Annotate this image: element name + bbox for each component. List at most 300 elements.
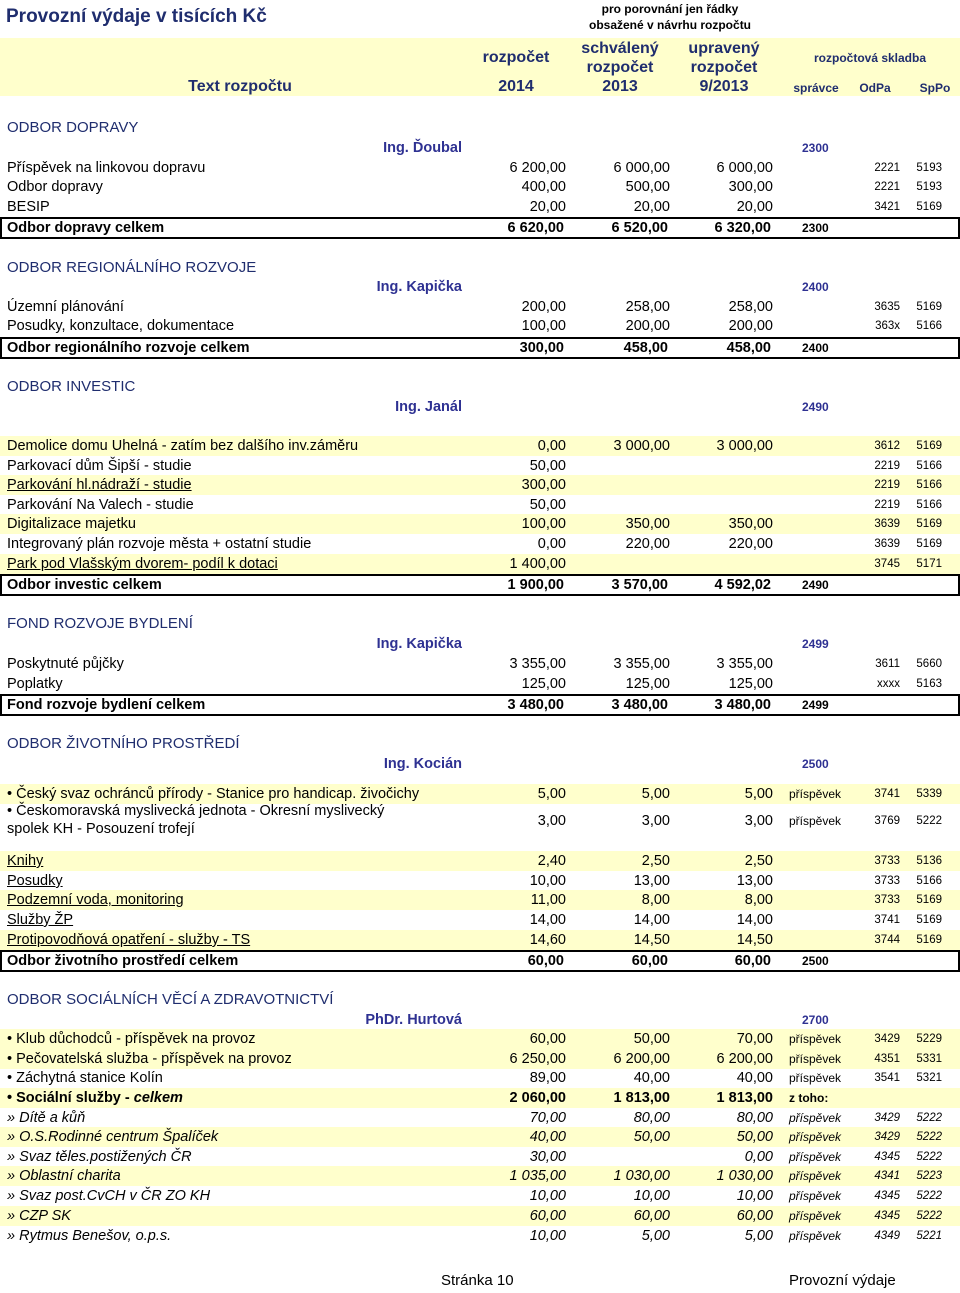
table-row <box>0 802 960 842</box>
odpa-code: 3611 <box>875 658 900 670</box>
table-row <box>0 456 960 476</box>
value-adjusted-2013: 300,00 <box>728 179 773 195</box>
admin-value: příspěvek <box>789 1209 842 1223</box>
row-label <box>7 177 103 197</box>
value-adjusted-2013: 60,00 <box>736 1208 773 1224</box>
value-budget-2014: 200,00 <box>521 299 566 315</box>
row-label <box>7 197 50 217</box>
table-row <box>0 1186 960 1206</box>
total-row <box>0 950 960 972</box>
row-label <box>7 456 192 476</box>
section-title <box>0 258 960 278</box>
total-budget-2014: 6 620,00 <box>507 220 564 236</box>
row-label <box>7 514 136 534</box>
value-budget-2014: 2,40 <box>537 853 566 869</box>
row-label <box>7 1049 292 1069</box>
table-row <box>0 1226 960 1246</box>
table-row <box>0 177 960 197</box>
value-budget-2014: 5,00 <box>537 786 566 802</box>
section-title <box>0 990 960 1010</box>
odpa-code: 4345 <box>874 1190 900 1202</box>
row-label-text: Integrovaný plán rozvoje města + ostatní studie <box>7 536 312 552</box>
section-title <box>0 118 960 138</box>
row-label <box>7 1186 210 1206</box>
total-approved-2013: 458,00 <box>623 340 668 356</box>
row-label <box>7 158 205 178</box>
footer-page: Stránka 10 <box>441 1272 514 1289</box>
compare-note-line1: pro porovnání jen řádky <box>601 2 739 16</box>
value-approved-2013: 14,50 <box>633 932 670 948</box>
value-budget-2014: 10,00 <box>529 873 566 889</box>
odpa-code: 4341 <box>874 1170 900 1182</box>
value-budget-2014: 10,00 <box>529 1228 566 1244</box>
sppo-code: 5169 <box>916 301 942 313</box>
value-budget-2014: 10,00 <box>529 1188 566 1204</box>
total-adjusted-2013: 6 320,00 <box>714 220 771 236</box>
value-adjusted-2013: 14,50 <box>736 932 773 948</box>
admin-value: příspěvek <box>789 1189 842 1203</box>
value-budget-2014: 300,00 <box>521 477 566 493</box>
value-approved-2013: 350,00 <box>625 516 670 532</box>
col-approved-header-2: rozpočet <box>586 59 654 76</box>
row-label-text: Dítě a kůň <box>19 1110 86 1126</box>
row-label <box>7 534 311 554</box>
value-approved-2013: 5,00 <box>641 1228 670 1244</box>
odpa-code: 2219 <box>874 499 900 511</box>
admin-value: příspěvek <box>789 1130 842 1144</box>
table-row <box>0 158 960 178</box>
odpa-code: 2219 <box>874 479 900 491</box>
value-approved-2013: 1 813,00 <box>613 1090 670 1106</box>
admin-value: příspěvek <box>789 1032 842 1046</box>
row-label-text: Podzemní voda, monitoring <box>7 892 184 908</box>
total-approved-2013: 3 480,00 <box>611 697 668 713</box>
value-approved-2013: 3 355,00 <box>613 656 670 672</box>
odpa-code: 3733 <box>874 894 900 906</box>
value-approved-2013: 8,00 <box>641 892 670 908</box>
value-budget-2014: 6 200,00 <box>509 160 566 176</box>
value-adjusted-2013: 1 030,00 <box>716 1168 773 1184</box>
sppo-code: 5169 <box>916 914 942 926</box>
sppo-code: 5331 <box>916 1053 942 1065</box>
admin-code: 2700 <box>802 1013 829 1027</box>
table-row <box>0 930 960 950</box>
value-approved-2013: 125,00 <box>625 676 670 692</box>
odpa-code: 3639 <box>874 518 900 530</box>
value-budget-2014: 40,00 <box>529 1129 566 1145</box>
admin-value: příspěvek <box>789 1150 842 1164</box>
total-label: Fond rozvoje bydlení celkem <box>7 697 206 713</box>
table-row <box>0 297 960 317</box>
manager-name: PhDr. Hurtová <box>365 1012 462 1028</box>
row-label-italic: celkem <box>133 1090 183 1106</box>
table-row <box>0 1088 960 1108</box>
sppo-code: 5222 <box>916 1151 942 1163</box>
admin-value: příspěvek <box>789 1111 842 1125</box>
table-row <box>0 1127 960 1147</box>
row-label <box>7 784 419 804</box>
section-title <box>0 614 960 634</box>
section-title-text: FOND ROZVOJE BYDLENÍ <box>7 615 193 632</box>
table-row <box>0 495 960 515</box>
sppo-code: 5321 <box>916 1072 942 1084</box>
row-label-text: Knihy <box>7 853 44 869</box>
value-adjusted-2013: 200,00 <box>728 318 773 334</box>
table-row <box>0 436 960 456</box>
sppo-code: 5169 <box>916 518 942 530</box>
value-adjusted-2013: 13,00 <box>736 873 773 889</box>
value-v2: 3,00 <box>641 813 670 829</box>
row-label <box>7 1088 183 1108</box>
row-label <box>7 930 250 950</box>
odpa-code: 3744 <box>874 934 900 946</box>
odpa-code: 3769 <box>874 815 900 827</box>
value-budget-2014: 1 400,00 <box>509 556 566 572</box>
sppo-code: 5660 <box>916 658 942 670</box>
row-label-text: Sociální služby - <box>16 1090 134 1106</box>
total-adjusted-2013: 3 480,00 <box>714 697 771 713</box>
sppo-code: 5193 <box>916 162 942 174</box>
manager-row <box>0 277 960 297</box>
table-row <box>0 534 960 554</box>
col-adjusted-header-2: rozpočet <box>690 59 758 76</box>
admin-value: příspěvek <box>789 1229 842 1243</box>
row-label-text: Protipovodňová opatření - služby - TS <box>7 932 251 948</box>
value-budget-2014: 0,00 <box>537 438 566 454</box>
total-admin-code: 2500 <box>802 954 829 968</box>
value-adjusted-2013: 70,00 <box>736 1031 773 1047</box>
manager-name: Ing. Kocián <box>383 756 462 772</box>
value-approved-2013: 60,00 <box>633 1208 670 1224</box>
odpa-code: 2221 <box>874 162 900 174</box>
table-row <box>0 890 960 910</box>
odpa-code: 3421 <box>874 201 900 213</box>
total-budget-2014: 60,00 <box>527 953 564 969</box>
table-row <box>0 871 960 891</box>
table-row <box>0 1206 960 1226</box>
table-row <box>0 1029 960 1049</box>
value-budget-2014: 14,60 <box>529 932 566 948</box>
value-budget-2014: 400,00 <box>521 179 566 195</box>
table-row <box>0 1166 960 1186</box>
row-label-text: Český svaz ochránců přírody - Stanice pro handicap. živočichy <box>16 786 420 802</box>
total-approved-2013: 60,00 <box>631 953 668 969</box>
col-sppo-header: SpPo <box>919 81 951 95</box>
total-adjusted-2013: 60,00 <box>734 953 771 969</box>
value-approved-2013: 500,00 <box>625 179 670 195</box>
col-odpa-header: OdPa <box>859 81 891 95</box>
table-row <box>0 475 960 495</box>
value-adjusted-2013: 80,00 <box>736 1110 773 1126</box>
sppo-code: 5222 <box>916 1131 942 1143</box>
sppo-code: 5223 <box>916 1170 942 1182</box>
total-row <box>0 337 960 359</box>
value-v1: 3,00 <box>537 813 566 829</box>
sppo-code: 5169 <box>916 538 942 550</box>
admin-value: příspěvek <box>789 814 842 828</box>
table-row <box>0 554 960 574</box>
value-budget-2014: 14,00 <box>529 912 566 928</box>
table-row <box>0 514 960 534</box>
value-adjusted-2013: 8,00 <box>744 892 773 908</box>
value-adjusted-2013: 220,00 <box>728 536 773 552</box>
sppo-code: 5339 <box>916 788 942 800</box>
row-label <box>7 495 194 515</box>
value-approved-2013: 258,00 <box>625 299 670 315</box>
row-label-text: Poskytnuté půjčky <box>7 656 124 672</box>
row-label-text: Park pod Vlašským dvorem- podíl k dotaci <box>7 556 278 572</box>
manager-name: Ing. Kapička <box>376 636 462 652</box>
row-label <box>7 1147 192 1167</box>
manager-row <box>0 138 960 158</box>
value-budget-2014: 6 250,00 <box>509 1051 566 1067</box>
odpa-code: 4345 <box>874 1210 900 1222</box>
row-label-text: Parkování Na Valech - studie <box>7 497 194 513</box>
table-row <box>0 1108 960 1128</box>
row-label-text: Pečovatelská služba - příspěvek na provoz <box>16 1051 292 1067</box>
sppo-code: 5166 <box>916 320 942 332</box>
sppo-code: 5193 <box>916 181 942 193</box>
value-adjusted-2013: 258,00 <box>728 299 773 315</box>
row-label-line2: spolek KH - Posouzení trofejí <box>7 821 195 837</box>
value-budget-2014: 100,00 <box>521 516 566 532</box>
value-approved-2013: 80,00 <box>633 1110 670 1126</box>
row-label <box>7 871 63 891</box>
value-budget-2014: 2 060,00 <box>509 1090 566 1106</box>
value-adjusted-2013: 125,00 <box>728 676 773 692</box>
value-adjusted-2013: 5,00 <box>744 786 773 802</box>
col-adjusted-header-1: upravený <box>688 40 760 57</box>
total-approved-2013: 3 570,00 <box>611 577 668 593</box>
row-label-text: Záchytná stanice Kolín <box>16 1070 163 1086</box>
total-row <box>0 217 960 239</box>
value-budget-2014: 125,00 <box>521 676 566 692</box>
value-approved-2013: 3 000,00 <box>613 438 670 454</box>
sppo-code: 5221 <box>916 1230 942 1242</box>
table-row <box>0 654 960 674</box>
row-label <box>7 1206 71 1226</box>
total-budget-2014: 300,00 <box>519 340 564 356</box>
value-approved-2013: 50,00 <box>633 1031 670 1047</box>
row-label <box>7 890 184 910</box>
section-title-text: ODBOR REGIONÁLNÍHO ROZVOJE <box>7 259 257 276</box>
value-adjusted-2013: 350,00 <box>728 516 773 532</box>
col-adjusted-header-3: 9/2013 <box>699 78 749 95</box>
odpa-code: 3733 <box>874 855 900 867</box>
value-budget-2014: 11,00 <box>530 892 566 908</box>
total-label: Odbor regionálního rozvoje celkem <box>7 340 250 356</box>
value-adjusted-2013: 10,00 <box>736 1188 773 1204</box>
section-title-text: ODBOR DOPRAVY <box>7 119 139 136</box>
sppo-code: 5136 <box>916 855 942 867</box>
section-title-text: ODBOR ŽIVOTNÍHO PROSTŘEDÍ <box>7 735 240 752</box>
sppo-code: 5169 <box>916 934 942 946</box>
odpa-code: 3741 <box>874 788 900 800</box>
value-budget-2014: 0,00 <box>537 536 566 552</box>
sppo-code: 5171 <box>916 558 942 570</box>
manager-row <box>0 754 960 774</box>
value-budget-2014: 1 035,00 <box>509 1168 566 1184</box>
table-row <box>0 1147 960 1167</box>
odpa-code: 3733 <box>874 875 900 887</box>
row-label-text: Českomoravská myslivecká jednota - Okresní myslivecký <box>16 803 385 819</box>
odpa-code: 3635 <box>874 301 900 313</box>
value-budget-2014: 60,00 <box>529 1031 566 1047</box>
row-label-text: BESIP <box>7 199 50 215</box>
sppo-code: 5166 <box>916 460 942 472</box>
admin-code: 2500 <box>802 757 829 771</box>
value-budget-2014: 60,00 <box>529 1208 566 1224</box>
page-title: Provozní výdaje v tisících Kč <box>6 6 267 27</box>
value-adjusted-2013: 50,00 <box>736 1129 773 1145</box>
value-adjusted-2013: 20,00 <box>736 199 773 215</box>
row-label-text: Posudky, konzultace, dokumentace <box>7 318 235 334</box>
value-budget-2014: 3 355,00 <box>509 656 566 672</box>
table-row <box>0 910 960 930</box>
section-title-text: ODBOR SOCIÁLNÍCH VĚCÍ A ZDRAVOTNICTVÍ <box>7 991 334 1008</box>
row-label <box>7 1068 163 1088</box>
value-approved-2013: 5,00 <box>641 786 670 802</box>
table-row <box>0 851 960 871</box>
total-row <box>0 574 960 596</box>
total-approved-2013: 6 520,00 <box>611 220 668 236</box>
col-structure-header: rozpočtová skladba <box>813 51 927 65</box>
row-label-text: CZP SK <box>19 1208 71 1224</box>
admin-value: příspěvek <box>789 1169 842 1183</box>
manager-row <box>0 1010 960 1030</box>
manager-row <box>0 397 960 417</box>
value-adjusted-2013: 3 355,00 <box>716 656 773 672</box>
value-adjusted-2013: 40,00 <box>736 1070 773 1086</box>
odpa-code: 2219 <box>874 460 900 472</box>
admin-code: 2499 <box>802 637 829 651</box>
admin-value: příspěvek <box>789 1052 842 1066</box>
odpa-code: 4351 <box>874 1053 900 1065</box>
odpa-code: 3612 <box>874 440 900 452</box>
table-row <box>0 1068 960 1088</box>
value-adjusted-2013: 1 813,00 <box>716 1090 773 1106</box>
manager-row <box>0 634 960 654</box>
value-approved-2013: 2,50 <box>641 853 670 869</box>
odpa-code: 3429 <box>874 1033 900 1045</box>
row-label-text: Poplatky <box>7 676 63 692</box>
value-budget-2014: 70,00 <box>529 1110 566 1126</box>
sppo-code: 5166 <box>916 875 942 887</box>
value-budget-2014: 20,00 <box>529 199 566 215</box>
sppo-code: 5169 <box>916 894 942 906</box>
admin-value: z toho: <box>789 1091 829 1105</box>
sppo-code: 5222 <box>916 1190 942 1202</box>
admin-code: 2300 <box>802 141 829 155</box>
sppo-code: 5222 <box>916 1210 942 1222</box>
value-adjusted-2013: 3 000,00 <box>716 438 773 454</box>
sppo-code: 5169 <box>916 201 942 213</box>
total-admin-code: 2499 <box>802 698 829 712</box>
value-approved-2013: 200,00 <box>625 318 670 334</box>
table-row <box>0 197 960 217</box>
value-approved-2013: 20,00 <box>633 199 670 215</box>
row-label-text: Posudky <box>7 873 63 889</box>
odpa-code: 3429 <box>874 1112 900 1124</box>
table-row <box>0 674 960 694</box>
odpa-code: 2221 <box>874 181 900 193</box>
col-text-header: Text rozpočtu <box>188 78 292 95</box>
admin-code: 2400 <box>802 280 829 294</box>
odpa-code: 4349 <box>874 1230 900 1242</box>
section-title <box>0 377 960 397</box>
table-row <box>0 784 960 804</box>
odpa-code: 3429 <box>874 1131 900 1143</box>
total-admin-code: 2490 <box>802 578 829 592</box>
col-approved-header-1: schválený <box>581 40 659 57</box>
value-budget-2014: 89,00 <box>529 1070 566 1086</box>
value-approved-2013: 1 030,00 <box>613 1168 670 1184</box>
value-approved-2013: 220,00 <box>625 536 670 552</box>
total-budget-2014: 3 480,00 <box>507 697 564 713</box>
row-label <box>7 1108 85 1128</box>
manager-name: Ing. Janál <box>395 399 462 415</box>
row-label-text: Klub důchodců - příspěvek na provoz <box>16 1031 256 1047</box>
admin-code: 2490 <box>802 400 829 414</box>
compare-note-line2: obsažené v návrhu rozpočtu <box>588 18 752 32</box>
admin-value: příspěvek <box>789 1071 842 1085</box>
row-label-text: O.S.Rodinné centrum Špalíček <box>19 1129 219 1145</box>
row-label-text: Služby ŽP <box>7 912 74 928</box>
value-approved-2013: 10,00 <box>633 1188 670 1204</box>
row-label-text: Digitalizace majetku <box>7 516 136 532</box>
odpa-code: 4345 <box>874 1151 900 1163</box>
manager-name: Ing. Ďoubal <box>383 140 462 156</box>
value-budget-2014: 50,00 <box>529 497 566 513</box>
section-title <box>0 734 960 754</box>
row-label <box>7 1127 218 1147</box>
value-approved-2013: 14,00 <box>633 912 670 928</box>
row-label-text: Demolice domu Uhelná - zatím bez dalšího inv.záměru <box>7 438 359 454</box>
row-label <box>7 851 43 871</box>
row-label <box>7 436 358 456</box>
manager-name: Ing. Kapička <box>376 279 462 295</box>
row-label <box>7 802 384 838</box>
total-budget-2014: 1 900,00 <box>507 577 564 593</box>
value-approved-2013: 6 200,00 <box>613 1051 670 1067</box>
value-v3: 3,00 <box>744 813 773 829</box>
value-approved-2013: 50,00 <box>633 1129 670 1145</box>
footer-name: Provozní výdaje <box>789 1272 896 1289</box>
row-label-text: Odbor dopravy <box>7 179 103 195</box>
row-label <box>7 1226 171 1246</box>
sppo-code: 5166 <box>916 479 942 491</box>
odpa-code: 363x <box>875 320 900 332</box>
sppo-code: 5163 <box>916 678 942 690</box>
total-adjusted-2013: 4 592,02 <box>714 577 771 593</box>
row-label <box>7 910 73 930</box>
sppo-code: 5222 <box>916 815 942 827</box>
odpa-code: 3541 <box>874 1072 900 1084</box>
col-approved-header-3: 2013 <box>602 78 638 95</box>
value-adjusted-2013: 6 200,00 <box>716 1051 773 1067</box>
row-label <box>7 654 124 674</box>
total-admin-code: 2300 <box>802 221 829 235</box>
row-label-text: Parkování hl.nádraží - studie <box>7 477 192 493</box>
row-label <box>7 475 192 495</box>
total-label: Odbor investic celkem <box>7 577 162 593</box>
value-approved-2013: 40,00 <box>633 1070 670 1086</box>
sppo-code: 5229 <box>916 1033 942 1045</box>
value-adjusted-2013: 2,50 <box>744 853 773 869</box>
row-label-text: Svaz těles.postižených ČR <box>19 1149 192 1165</box>
total-admin-code: 2400 <box>802 341 829 355</box>
odpa-code: xxxx <box>877 678 900 690</box>
